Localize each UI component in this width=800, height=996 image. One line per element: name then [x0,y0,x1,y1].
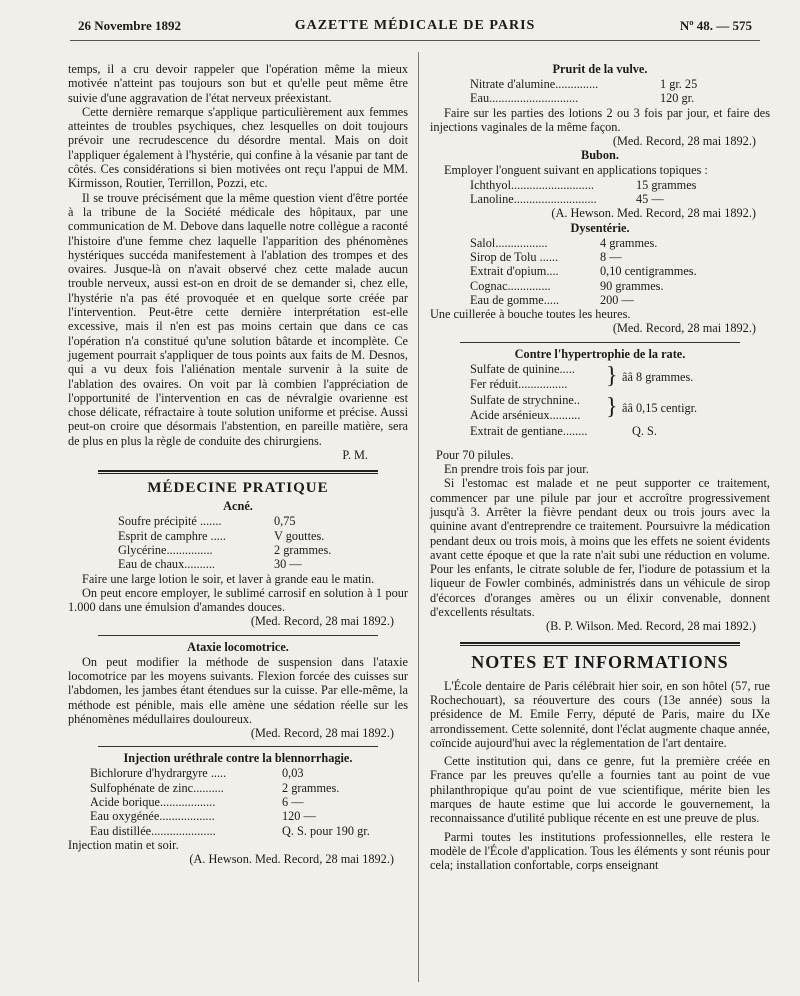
quantity: Q. S. [632,423,657,438]
citation: (Med. Record, 28 mai 1892.) [250,614,394,629]
recipe-title: Prurit de la vulve. [552,62,648,76]
ingredient: Eau de chaux.......... [118,557,215,572]
paragraph: Employer l'onguent suivant en applications topiques : [444,163,708,178]
recipe-title: Acné. [223,499,253,514]
quantity: 120 — [282,809,316,824]
header-number: Nº 48. — 575 [679,18,752,33]
citation: (Med. Record, 28 mai 1892.) [612,321,756,336]
recipe-list [430,77,770,106]
ingredient: Eau de gomme..... [470,292,560,307]
ingredient: Glycérine............... [118,542,213,557]
quantity: 120 gr. [660,91,695,106]
paragraph: Si l'estomac est malade et ne peut supporter ce traitement, commencer par une pilule par jour et accroître progressivement jusqu'à 3. Arrêter la fièvre pendant deux ou trois jours avec la quinine avant d'entreprendre ce traitement. Poursuivre la médication pendant deux ou trois mois, à moins que les effets ne soient évidents avant cette époque et que la rate n'ait subi une réduction en volume. Pour les enfants, le citrate soluble de fer, l'iodure de potassium et la liqueur de Fowler combinés, administrés dans un véhicule de sirop d'écorces d'oranges amères ou un élixir convenable, donnent d'excellents résultats. [430,476,770,620]
ingredient: Cognac.............. [470,278,551,293]
ingredient: Eau distillée..................... [90,823,216,838]
citation: (Med. Record, 28 mai 1892.) [250,726,394,741]
ingredient: Esprit de camphre ..... [118,528,226,543]
section-separator [460,642,740,646]
paragraph: Une cuillerée à bouche toutes les heures. [430,307,631,322]
ingredient: Sulfate de strychnine.. [470,392,580,407]
ingredient: Extrait d'opium.... [470,264,559,279]
recipe-title: Ataxie locomotrice. [187,639,289,654]
paragraph: On peut modifier la méthode de suspension dans l'ataxie locomotrice par les moyens suivants. Flexion forcée des cuisses sur l'abdomen, les jambes étant étendues sur la cuisse. Par elle-même, la méthode est pénible, mais elle amène une sédation réelle sur les phénomènes médullaires douloureux. [68,654,408,726]
paragraph: Faire une large lotion le soir, et laver à grande eau le matin. [82,571,375,586]
quantity: 0,10 centigrammes. [600,264,697,279]
recipe-title: Injection uréthrale contre la blennorrhagie. [123,751,353,766]
recipe-list [430,236,770,307]
quantity: 1 gr. 25 [660,77,698,91]
citation: (B. P. Wilson. Med. Record, 28 mai 1892.) [545,619,756,634]
paragraph: Cette dernière remarque s'applique particulièrement aux femmes atteintes de troubles psychiques, chez lesquelles on doit toujours prévoir une recrudescence du désordre mental. Mais on doit l'appliquer également à l'hystérie, qui confine à la vésanie par tant de côtés. Ces considérations si bien motivées ont reçu l'appui de MM. Kirmisson, Routier, Terrillon, Pozzi, etc. [68,104,408,191]
recipe-list [68,514,408,571]
ingredient: Nitrate d'alumine.............. [470,77,599,91]
recipe-title: Contre l'hypertrophie de la rate. [514,346,686,361]
citation: (A. Hewson. Med. Record, 28 mai 1892.) [189,852,394,867]
paragraph: L'École dentaire de Paris célébrait hier soir, en son hôtel (57, rue Rochechouart), sa réouverture des cours (13e année) sous la présidence de M. Emile Ferry, député de Paris, maire du IXe arrondissement. Cette solennité, dont l'éclat augmente chaque année, coïncide aujourd'hui avec la réglementation de l'art dentaire. [430,678,770,750]
quantity: V gouttes. [274,528,325,543]
ingredient: Salol................. [470,235,548,250]
ingredient: Eau oxygénée.................. [90,809,215,824]
paragraph: Injection matin et soir. [68,837,179,852]
section-title: MÉDECINE PRATIQUE [147,480,329,497]
quantity: 45 — [636,192,664,207]
ingredient: Soufre précipité ....... [118,514,222,529]
quantity: 6 — [282,795,304,810]
recipe-list [68,766,408,837]
quantity: 0,03 [282,766,304,781]
quantity: 0,75 [274,514,296,529]
left-column [68,62,408,867]
quantity: ââ 8 grammes. [622,369,694,384]
recipe-title: Dysentérie. [570,220,630,235]
column-divider [418,52,419,982]
quantity: 2 grammes. [274,542,332,557]
quantity: ââ 0,15 centigr. [622,400,698,415]
paragraph: Cette institution qui, dans ce genre, fut la première créée en France par les preuves qu'elle a fournies tant au point de vue philanthropique qu'au point de vue scientifique, mérite bien les marques de haute estime que lui accorde le gouvernement, la reconnaissance d'utilité publique récente en est une preuve de plus. [430,754,770,826]
ingredient: Acide borique.................. [90,795,216,810]
quantity: 8 — [600,249,622,264]
ingredient: Extrait de gentiane........ [470,423,588,438]
paragraph: Il se trouve précisément que la même question vient d'être portée à la tribune de la Société médicale des hôpitaux, par une communication de M. Debove dans laquelle notre collègue a raconté l'histoire d'une femme chez laquelle l'apparition des phénomènes hystériques succéda manifestement à l'ablation des trompes et des ovaires. Jusque-là on n'avait observé chez cette malade aucun trouble nerveux, aussi est-on en droit de se demander si, chez elle, l'hystérie n'a pas été provoquée et en quelque sorte créée par l'intervention. Peut-être cette dernière interprétation est-elle excessive, mais il n'en est pas moins certain que dans ce cas l'opération n'a constitué qu'une solution bâtarde et incomplète. Ce jugement pourrait s'appliquer de tous points aux faits de M. Desnos, qui a vu deux fois l'aliénation mentale survenir à la suite de l'ablation des ovaires. On voit par là combien l'appréciation de l'opportunité de l'intervention en cas de névralgie ovarienne est chose délicate, réfractaire à toute solution uniforme et précise. Aussi peut-on croire que désormais l'abstention, en pareille matière, sera de plus en plus la règle de conduite des chirurgiens. [68,190,408,448]
header-title: GAZETTE MÉDICALE DE PARIS [294,18,536,33]
brace: } [606,362,618,389]
recipe-title: Bubon. [581,148,619,163]
section-title: NOTES ET INFORMATIONS [471,651,729,672]
paragraph: temps, il a cru devoir rappeler que l'opération même la mieux motivée n'atteint pas toujours son but et qu'elle peut même être suivie d'une aggravation de l'état nerveux préexistant. [68,62,408,105]
section-separator [98,470,378,474]
separator [98,635,378,636]
citation: (Med. Record, 28 mai 1892.) [612,134,756,149]
recipe-list [430,362,770,448]
paragraph: Faire sur les parties des lotions 2 ou 3 fois par jour, et faire des injections vaginales de la même façon. [430,105,770,134]
paragraph: Pour 70 pilules. [436,447,514,462]
quantity: Q. S. pour 190 gr. [282,823,370,838]
quantity: 90 grammes. [600,278,664,293]
paragraph: Parmi toutes les institutions professionnelles, elle restera le modèle de l'École d'application. Tous les éléments y sont réunis pour cela; installation confortable, corps enseignant [430,829,770,873]
quantity: 30 — [274,557,302,572]
quantity: 15 grammes [636,177,697,192]
quantity: 200 — [600,292,634,307]
ingredient: Sulfophénate de zinc.......... [90,780,224,795]
header-date: 26 Novembre 1892 [78,18,182,33]
ingredient: Eau............................. [470,91,579,106]
paragraph: On peut encore employer, le sublimé carrosif en solution à 1 pour 1.000 dans une émulsion d'amandes douces. [68,585,408,615]
citation: (A. Hewson. Med. Record, 28 mai 1892.) [551,206,756,221]
ingredient: Sulfate de quinine..... [470,361,575,376]
signature: P. M. [342,448,368,463]
recipe-list [430,178,770,207]
ingredient: Fer réduit................ [470,376,568,391]
ingredient: Ichthyol........................... [470,177,594,192]
page-header [78,14,752,36]
header-rule [70,40,760,41]
quantity: 4 grammes. [600,235,658,250]
right-column [430,62,770,872]
brace: } [606,393,618,420]
separator [460,342,740,343]
ingredient: Lanoline........................... [470,192,597,207]
separator [98,746,378,747]
ingredient: Bichlorure d'hydrargyre ..... [90,766,227,781]
ingredient: Acide arsénieux.......... [470,407,581,422]
quantity: 2 grammes. [282,780,340,795]
ingredient: Sirop de Tolu ...... [470,249,559,264]
paragraph: En prendre trois fois par jour. [444,462,589,477]
